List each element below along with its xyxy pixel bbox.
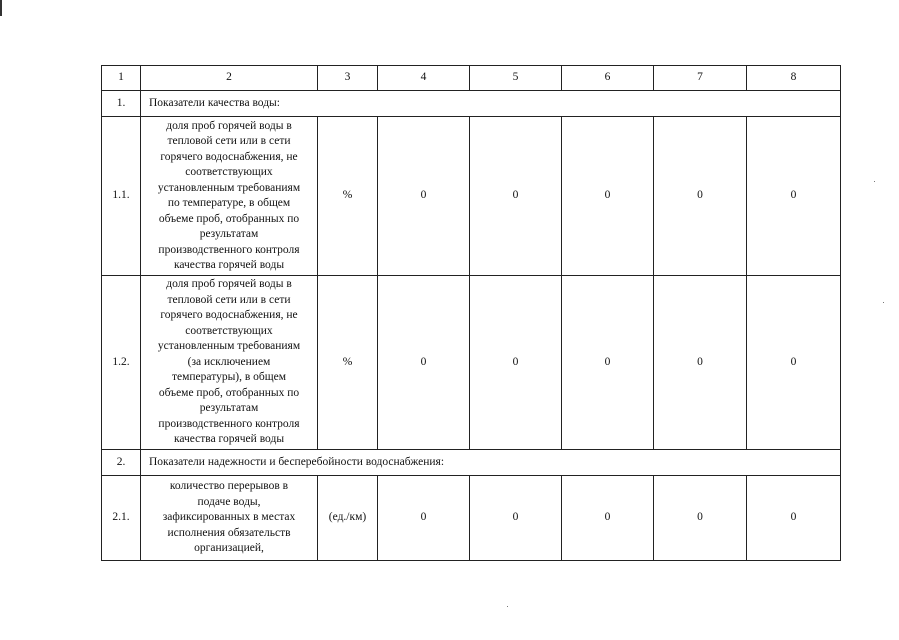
scan-edge-mark [0,0,2,16]
row-value: 0 [562,276,654,450]
row-unit: % [318,117,378,276]
row-value: 0 [747,276,841,450]
header-cell: 1 [102,66,141,91]
scan-speck [874,181,875,182]
section-row [102,450,841,476]
row-value: 0 [747,117,841,276]
row-number: 2.1. [102,476,141,561]
row-description: доля проб горячей воды в тепловой сети или в сети горячего водоснабжения, не соответствующих установленным требованиям (за исключением температуры), в общем объеме проб, отобранных по результатам производственного контроля качества горячей воды [141,276,318,450]
section-number: 1. [102,91,141,117]
header-cell: 8 [747,66,841,91]
section-number: 2. [102,450,141,476]
section-title: Показатели надежности и бесперебойности водоснабжения: [141,450,841,476]
row-number: 1.2. [102,276,141,450]
header-cell: 3 [318,66,378,91]
row-unit: (ед./км) [318,476,378,561]
row-value: 0 [378,117,470,276]
header-cell: 7 [654,66,747,91]
header-row [102,66,841,91]
row-value: 0 [378,276,470,450]
row-description: доля проб горячей воды в тепловой сети или в сети горячего водоснабжения, не соответствующих установленным требованиям по температуре, в общем объеме проб, отобранных по результатам производственного контроля качества горячей воды [141,117,318,276]
row-value: 0 [470,117,562,276]
row-value: 0 [378,476,470,561]
scan-speck [883,302,884,303]
row-number: 1.1. [102,117,141,276]
table-row [102,276,841,450]
row-value: 0 [470,476,562,561]
scan-speck [507,606,508,607]
row-value: 0 [654,276,747,450]
header-cell: 6 [562,66,654,91]
table-row [102,476,841,561]
row-value: 0 [562,117,654,276]
section-title: Показатели качества воды: [141,91,841,117]
row-value: 0 [470,276,562,450]
table-row [102,117,841,276]
row-description: количество перерывов в подаче воды, зафиксированных в местах исполнения обязательств организацией, [141,476,318,561]
section-row [102,91,841,117]
row-value: 0 [654,117,747,276]
header-cell: 2 [141,66,318,91]
row-unit: % [318,276,378,450]
header-cell: 5 [470,66,562,91]
row-value: 0 [654,476,747,561]
indicators-table [101,65,841,561]
header-cell: 4 [378,66,470,91]
row-value: 0 [562,476,654,561]
row-value: 0 [747,476,841,561]
